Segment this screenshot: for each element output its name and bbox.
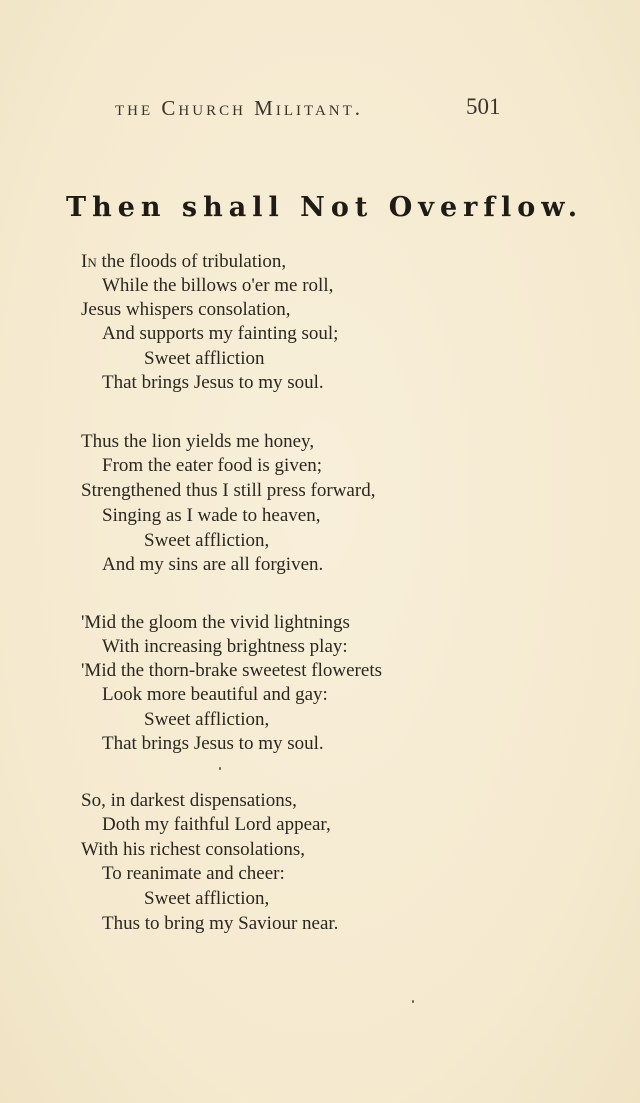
poem-refrain-line: Sweet affliction, <box>144 888 270 909</box>
poem-line: That brings Jesus to my soul. <box>102 733 324 754</box>
poem-line: From the eater food is given; <box>102 455 323 476</box>
poem-line: To reanimate and cheer: <box>102 863 285 884</box>
line-lead-word: In <box>81 251 97 272</box>
poem-line: 'Mid the thorn-brake sweetest flowerets <box>81 660 382 681</box>
poem-line: Thus to bring my Saviour near. <box>102 913 339 934</box>
poem-line: 'Mid the gloom the vivid lightnings <box>81 612 350 633</box>
poem-line: Look more beautiful and gay: <box>102 684 328 705</box>
poem-refrain-line: Sweet affliction <box>144 348 265 369</box>
poem-line: And my sins are all forgiven. <box>102 554 324 575</box>
poem-line: Strengthened thus I still press forward, <box>81 480 376 501</box>
poem-line: Jesus whispers consolation, <box>81 299 291 320</box>
line-text: the floods of tribulation, <box>96 251 287 272</box>
poem-line: So, in darkest dispensations, <box>81 790 297 811</box>
poem-refrain-line: Sweet affliction, <box>144 530 270 551</box>
poem-line: With his richest consolations, <box>81 839 306 860</box>
poem-refrain-line: Sweet affliction, <box>144 709 270 730</box>
running-title: the Church Militant. <box>115 96 364 120</box>
poem-line: Thus the lion yields me honey, <box>81 431 315 452</box>
poem-line: While the billows o'er me roll, <box>102 275 334 296</box>
running-header <box>0 96 640 126</box>
poem-line: Singing as I wade to heaven, <box>102 505 321 526</box>
poem-line <box>81 250 286 274</box>
poem-line: With increasing brightness play: <box>102 636 348 657</box>
paper-speck <box>412 1000 414 1003</box>
poem-title: Then shall Not Overflow. <box>66 192 584 223</box>
poem-line: Doth my faithful Lord appear, <box>102 814 331 835</box>
page-number: 501 <box>466 94 501 119</box>
poem-line: That brings Jesus to my soul. <box>102 372 324 393</box>
poem-line: And supports my fainting soul; <box>102 323 339 344</box>
paper-speck <box>219 767 221 770</box>
